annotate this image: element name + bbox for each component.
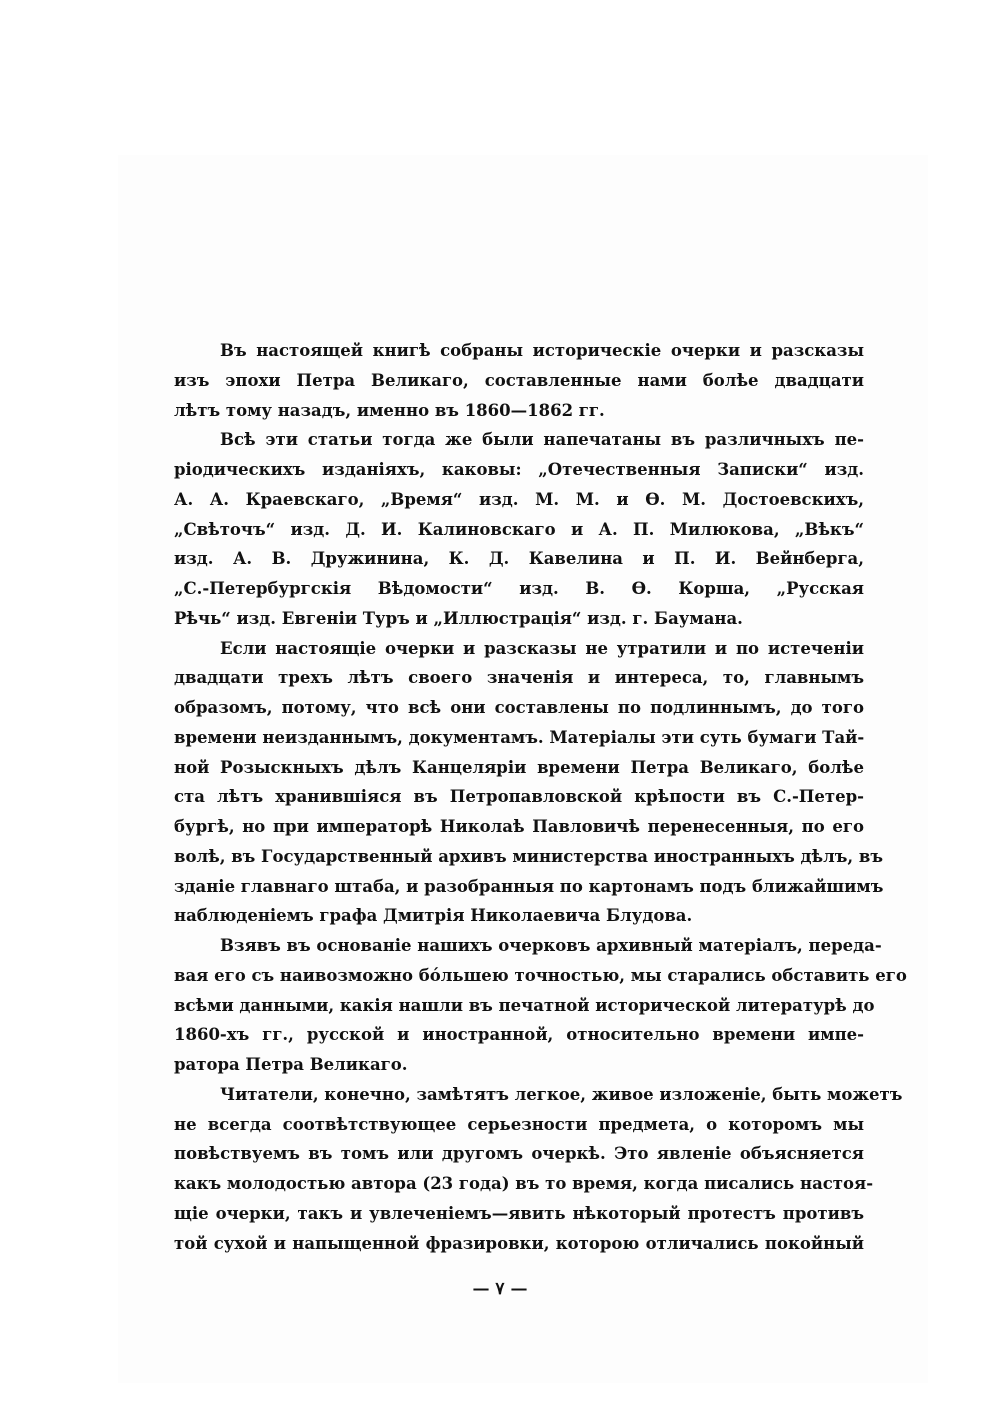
text-line: наблюденіемъ графа Дмитрія Николаевича Блудова. (174, 906, 693, 926)
text-line: бургѣ, но при императорѣ Николаѣ Павловичѣ перенесенныя, по его (174, 817, 864, 836)
text-line: вая его съ наивозможно бóльшею точностью, мы старались обставить его (174, 965, 907, 985)
text-line: Читатели, конечно, замѣтятъ легкое, живое изложеніе, быть можетъ (220, 1084, 903, 1104)
text-line: зданіе главнаго штаба, и разобранныя по картонамъ подъ ближайшимъ (174, 876, 884, 896)
text-line: Рѣчь“ изд. Евгеніи Туръ и „Иллюстрація“ изд. г. Баумана. (174, 608, 743, 628)
text-line: той сухой и напыщенной фразировки, которою отличались покойный (174, 1233, 864, 1253)
text-line: „С.-Петербургскія Вѣдомости“ изд. В. Ѳ. Корша, „Русская (174, 579, 864, 598)
body-text (174, 336, 907, 1258)
text-line: образомъ, потому, что всѣ они составлены по подлиннымъ, до того (174, 698, 864, 717)
text-line: волѣ, въ Государственный архивъ министерства иностранныхъ дѣлъ, въ (174, 846, 883, 866)
text-line: Если настоящіе очерки и разсказы не утратили и по истеченіи (220, 638, 864, 658)
text-line: ной Розыскныхъ дѣлъ Канцеляріи времени Петра Великаго, болѣе (174, 757, 864, 777)
text-line: ріодическихъ изданіяхъ, каковы: „Отечественныя Записки“ изд. (174, 460, 864, 479)
text-line: двадцати трехъ лѣтъ своего значенія и интереса, то, главнымъ (174, 668, 864, 688)
text-line: Взявъ въ основаніе нашихъ очерковъ архивный матеріалъ, переда- (220, 936, 882, 955)
text-line: не всегда соотвѣтствующее серьезности предмета, о которомъ мы (174, 1114, 864, 1134)
text-line: изъ эпохи Петра Великаго, составленные нами болѣе двадцати (174, 370, 864, 390)
text-line: всѣми данными, какія нашли въ печатной исторической литературѣ до (174, 995, 875, 1015)
text-line: Всѣ эти статьи тогда же были напечатаны въ различныхъ пе- (220, 430, 864, 450)
text-line: времени неизданнымъ, документамъ. Матеріалы эти суть бумаги Тай- (174, 727, 865, 747)
text-line: щіе очерки, такъ и увлеченіемъ—явить нѣкоторый протестъ противъ (174, 1203, 864, 1223)
text-line: Въ настоящей книгѣ собраны историческіе очерки и разсказы (220, 341, 864, 360)
page-number: — ۷ — (472, 1279, 528, 1299)
text-line: 1860-хъ гг., русской и иностранной, относительно времени импе- (174, 1025, 864, 1045)
text-line: ратора Петра Великаго. (174, 1055, 408, 1074)
text-line: какъ молодостью автора (23 года) въ то время, когда писались настоя- (174, 1174, 874, 1193)
text-line: изд. А. В. Дружинина, К. Д. Кавелина и П. И. Вейнберга, (174, 549, 864, 569)
text-line: повѣствуемъ въ томъ или другомъ очеркѣ. Это явленіе объясняется (174, 1144, 864, 1164)
text-line: „Свѣточъ“ изд. Д. И. Калиновскаго и А. П. Милюкова, „Вѣкъ“ (174, 519, 864, 539)
text-line: ста лѣтъ хранившіяся въ Петропавловской крѣпости въ С.-Петер- (174, 787, 864, 807)
text-line: лѣтъ тому назадъ, именно въ 1860—1862 гг. (174, 400, 605, 420)
text-line: А. А. Краевскаго, „Время“ изд. М. М. и Ѳ. М. Достоевскихъ, (174, 489, 864, 509)
